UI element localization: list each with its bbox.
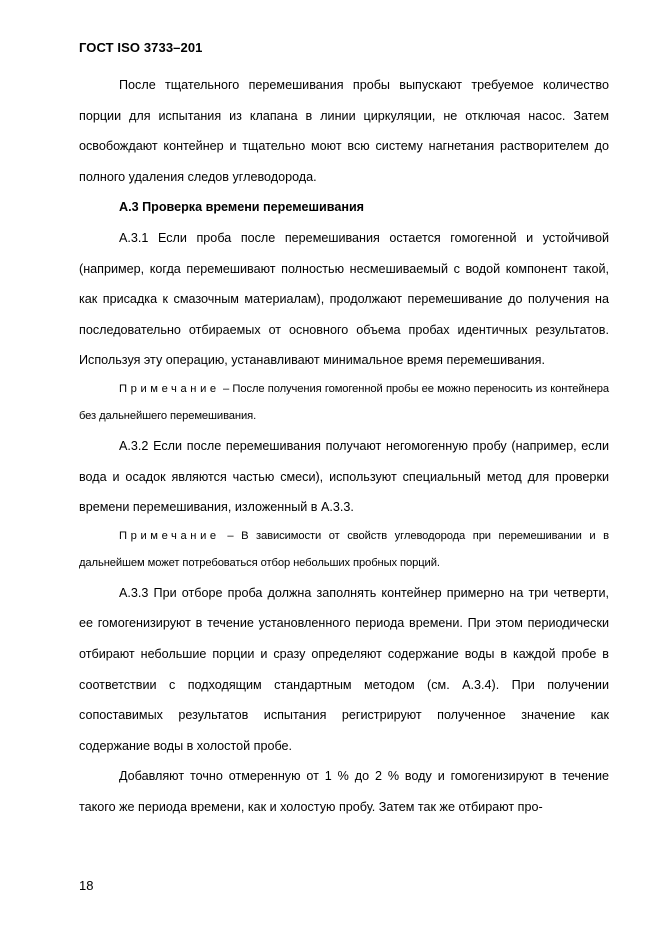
document-header: ГОСТ ISO 3733–201 bbox=[79, 40, 203, 55]
section-title-a3: А.3 Проверка времени перемешивания bbox=[119, 200, 365, 215]
note-label: Примечание bbox=[119, 529, 220, 542]
paragraph-mixing-procedure: После тщательного перемешивания пробы выпускают требуемое количество порции для испытания из клапана в линии циркуляции, не отключая насос. Затем освобождают контейнер и тщательно моют всю систему нагнетания растворителем до полного удаления следов углеводорода. bbox=[79, 78, 609, 184]
paragraph-water-addition: Добавляют точно отмеренную от 1 % до 2 % воду и гомогенизируют в течение такого же периода времени, как и холостую пробу. Затем так же отбирают про- bbox=[79, 769, 609, 814]
paragraph-a3-3: А.3.3 При отборе проба должна заполнять контейнер примерно на три четверти, ее гомогенизируют в течение установленного периода времени. При этом периодически отбирают небольшие порции и сразу определяют содержание воды в каждой пробе в соответствии с подходящим стандартным методом (см. А.3.4). При получении сопоставимых результатов испытания регистрируют полученное значение как содержание воды в холостой пробе. bbox=[79, 585, 609, 753]
note-1 bbox=[79, 376, 609, 431]
paragraph-a3-1: А.3.1 Если проба после перемешивания остается гомогенной и устойчивой (например, когда перемешивают полностью несмешиваемый с водой компонент такой, как присадка к смазочным материалам), продолжают перемешивание до получения на последовательно отбираемых от основного объема пробах идентичных результатов. Используя эту операцию, устанавливают минимальное время перемешивания. bbox=[79, 230, 609, 368]
note-1-text: – После получения гомогенной пробы ее можно переносить из контейнера без дальнейшего перемешивания. bbox=[79, 382, 609, 423]
note-2 bbox=[79, 523, 609, 578]
document-body bbox=[79, 70, 609, 822]
page-number: 18 bbox=[79, 878, 94, 893]
note-2-text: – В зависимости от свойств углеводорода при перемешивании и в дальнейшем может потребоваться отбор небольших пробных порций. bbox=[79, 529, 609, 570]
paragraph-a3-2: А.3.2 Если после перемешивания получают негомогенную пробу (например, если вода и осадок являются частью смеси), используют специальный метод для проверки времени перемешивания, изложенный в А.3.3. bbox=[79, 438, 609, 515]
note-label: Примечание bbox=[119, 382, 220, 395]
